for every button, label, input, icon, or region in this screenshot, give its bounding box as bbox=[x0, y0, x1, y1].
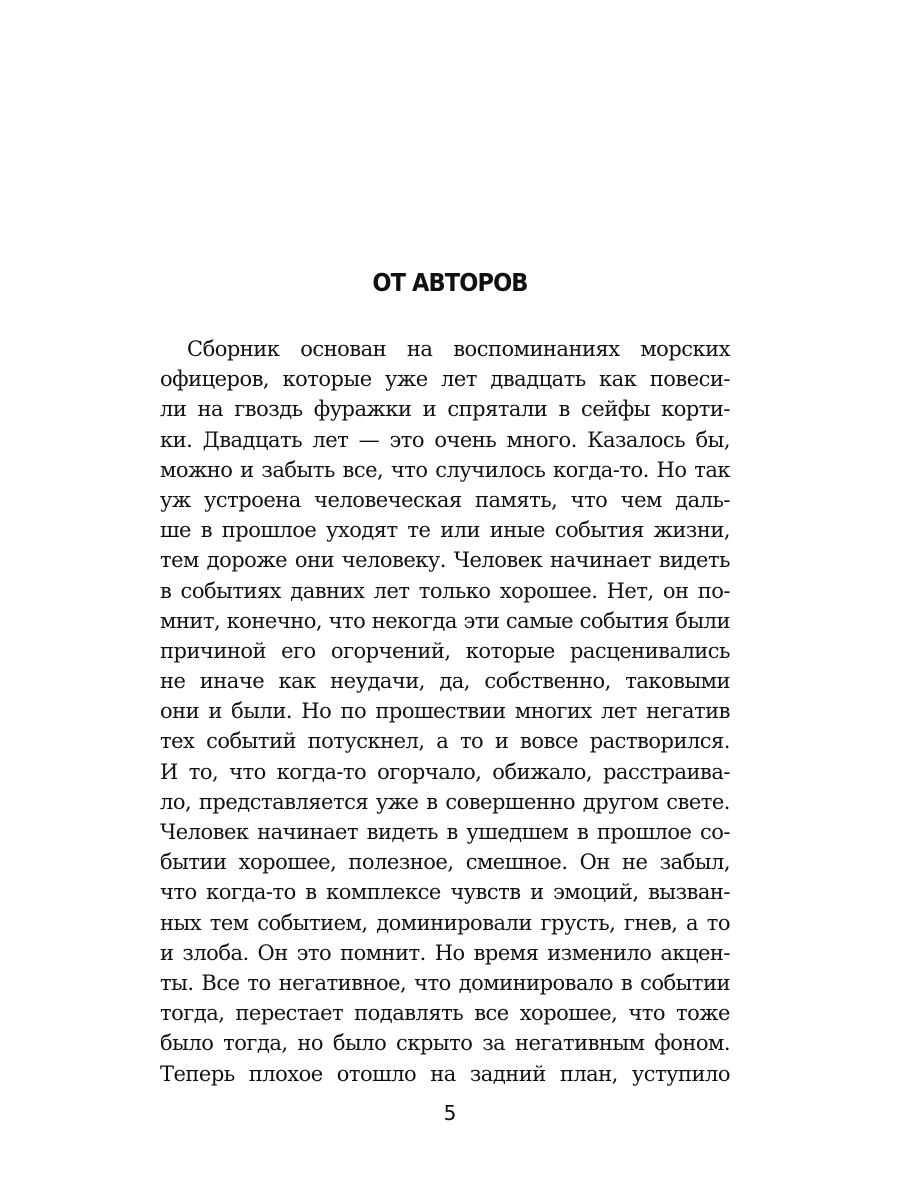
text-line: уж устроена человеческая память, что чем даль- bbox=[160, 487, 730, 512]
text-line: что когда-то в комплексе чувств и эмоций, вызван- bbox=[160, 880, 730, 905]
text-line: и злоба. Он это помнит. Но время изменило акцен- bbox=[160, 940, 730, 965]
chapter-title: ОТ АВТОРОВ bbox=[372, 268, 528, 297]
text-line: они и были. Но по прошествии многих лет негатив bbox=[160, 699, 730, 724]
text-line: причиной его огорчений, которые расценивались bbox=[160, 638, 730, 663]
text-line: бытии хорошее, полезное, смешное. Он не забыл, bbox=[160, 850, 730, 875]
text-line: Теперь плохое отошло на задний план, уступило bbox=[160, 1061, 730, 1086]
text-line: было тогда, но было скрыто за негативным фоном. bbox=[160, 1031, 730, 1056]
text-line: Сборник основан на воспоминаниях морских bbox=[187, 337, 730, 361]
text-line: ки. Двадцать лет — это очень много. Казалось бы, bbox=[160, 427, 730, 452]
text-line: ше в прошлое уходят те или иные события жизни, bbox=[160, 518, 730, 543]
text-line: офицеров, которые уже лет двадцать как повеси- bbox=[160, 367, 730, 392]
text-line: ты. Все то негативное, что доминировало в событии bbox=[160, 970, 730, 995]
body-text bbox=[160, 334, 730, 1089]
text-line: мнит, конечно, что некогда эти самые события были bbox=[160, 608, 730, 633]
page-number: 5 bbox=[443, 1101, 457, 1125]
text-line: ных тем событием, доминировали грусть, гнев, а то bbox=[160, 910, 730, 935]
text-line: можно и забыть все, что случилось когда-то. Но так bbox=[160, 457, 730, 482]
text-line: Человек начинает видеть в ушедшем в прошлое со- bbox=[160, 820, 730, 844]
text-line: в событиях давних лет только хорошее. Нет, он по- bbox=[160, 578, 730, 603]
text-line: И то, что когда-то огорчало, обижало, расстраива- bbox=[160, 759, 730, 784]
text-line: ло, представляется уже в совершенно другом свете. bbox=[160, 789, 730, 814]
text-line: тех событий потускнел, а то и вовсе растворился. bbox=[160, 729, 730, 754]
text-line: тогда, перестает подавлять все хорошее, что тоже bbox=[160, 1001, 730, 1026]
text-line: не иначе как неудачи, да, собственно, таковыми bbox=[160, 669, 730, 694]
text-line: тем дороже они человеку. Человек начинает видеть bbox=[160, 548, 730, 573]
text-line: ли на гвоздь фуражки и спрятали в сейфы корти- bbox=[160, 397, 730, 422]
